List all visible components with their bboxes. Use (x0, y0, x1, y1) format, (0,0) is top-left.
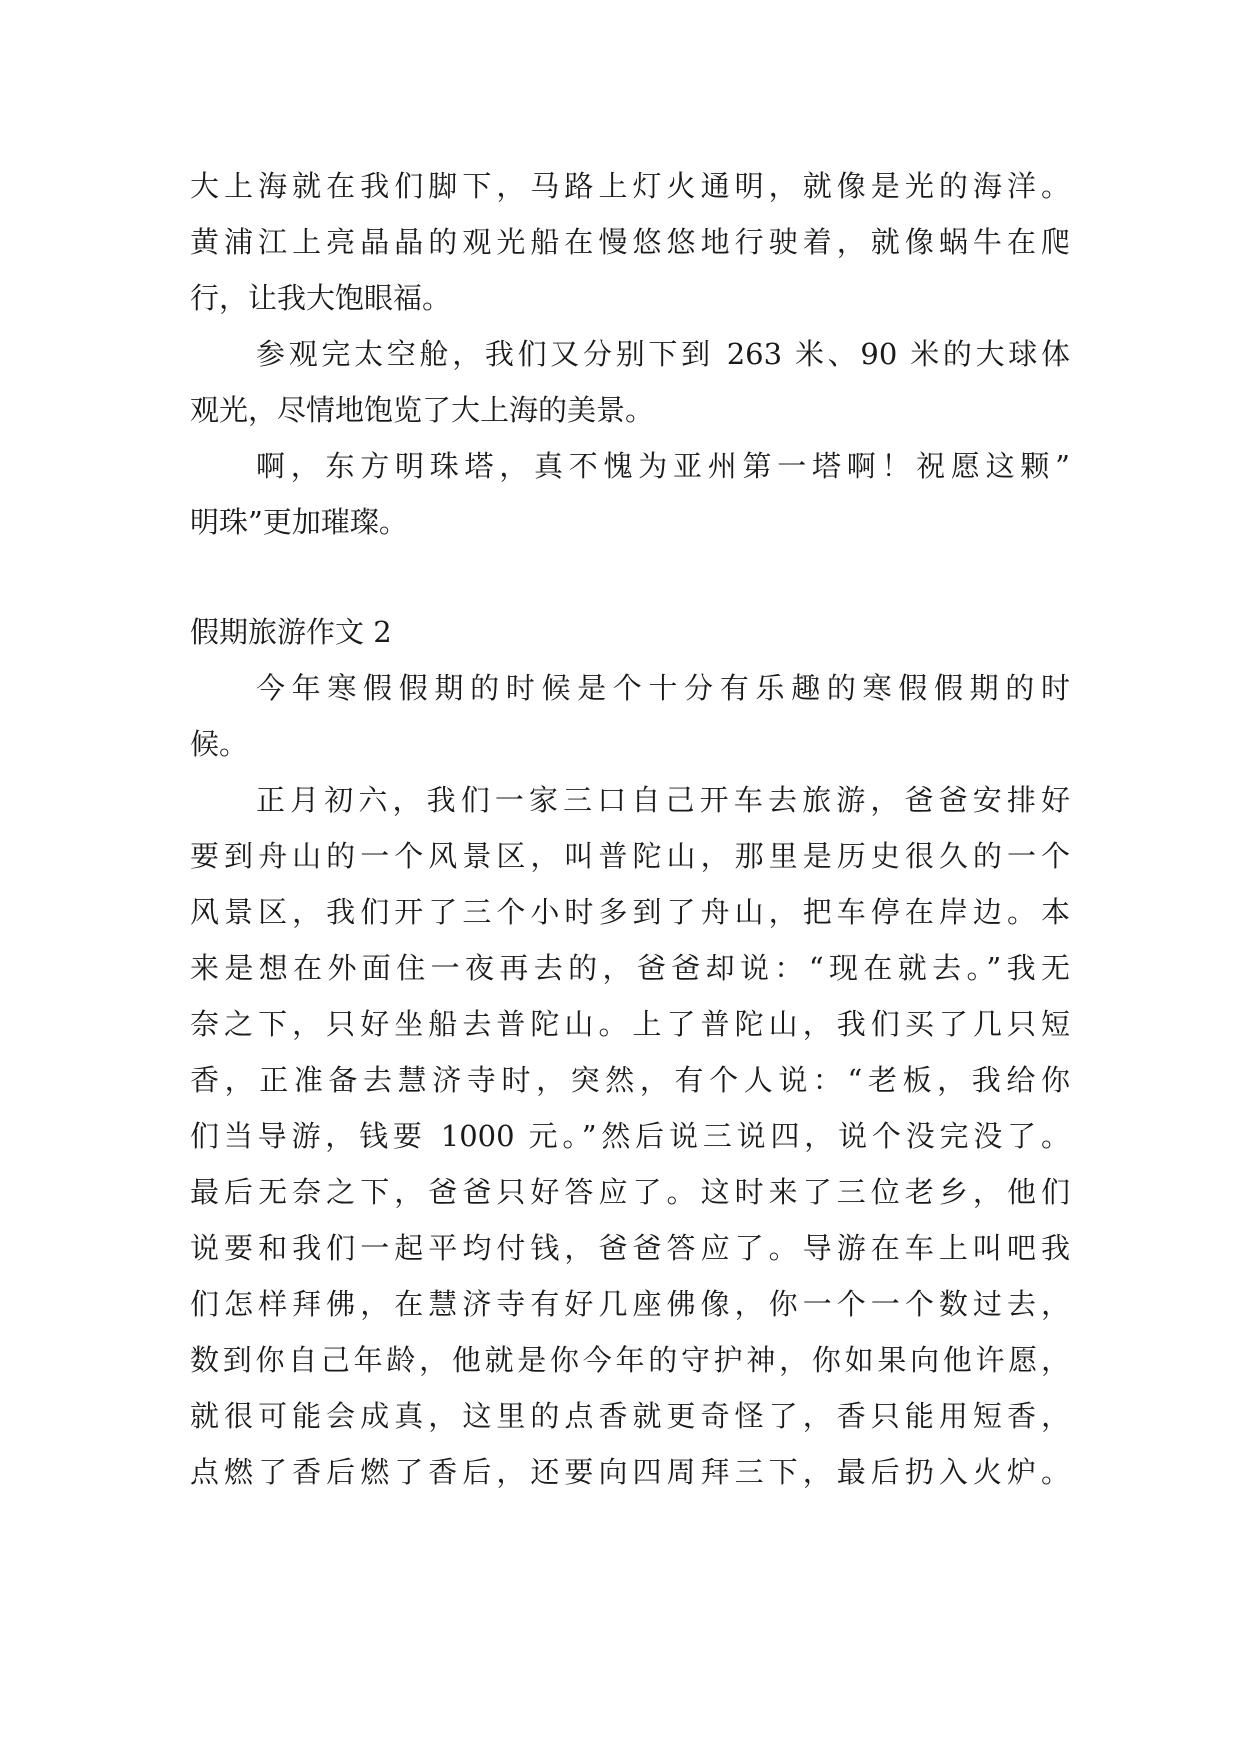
paragraph-2-line-2: 观光，尽情地饱览了大上海的美景。 (190, 393, 655, 427)
paragraph-5-line-2: 要到舟山的一个风景区，叫普陀山，那里是历史很久的一个 (190, 839, 1070, 873)
paragraph-5-line-3: 风景区，我们开了三个小时多到了舟山，把车停在岸边。本 (190, 895, 1070, 929)
section-title: 假期旅游作文 2 (190, 615, 392, 649)
paragraph-5-line-10: 们怎样拜佛，在慧济寺有好几座佛像，你一个一个数过去， (190, 1287, 1070, 1321)
paragraph-5-line-9: 说要和我们一起平均付钱，爸爸答应了。导游在车上叫吧我 (190, 1231, 1070, 1265)
paragraph-5-line-13: 点燃了香后燃了香后，还要向四周拜三下，最后扔入火炉。 (190, 1455, 1070, 1489)
paragraph-4-line-2: 候。 (190, 727, 249, 761)
paragraph-5-line-8: 最后无奈之下，爸爸只好答应了。这时来了三位老乡，他们 (190, 1175, 1070, 1209)
paragraph-1-line-1: 大上海就在我们脚下，马路上灯火通明，就像是光的海洋。 (190, 169, 1070, 203)
paragraph-5-line-11: 数到你自己年龄，他就是你今年的守护神，你如果向他许愿， (190, 1343, 1070, 1377)
paragraph-3-line-1: 啊，东方明珠塔，真不愧为亚州第一塔啊！祝愿这颗” (256, 449, 1070, 483)
paragraph-5-line-12: 就很可能会成真，这里的点香就更奇怪了，香只能用短香， (190, 1399, 1070, 1433)
paragraph-1-line-2: 黄浦江上亮晶晶的观光船在慢悠悠地行驶着，就像蜗牛在爬 (190, 225, 1070, 259)
paragraph-5-line-1: 正月初六，我们一家三口自己开车去旅游，爸爸安排好 (256, 783, 1070, 817)
paragraph-5-line-7: 们当导游，钱要 1000 元。”然后说三说四，说个没完没了。 (190, 1119, 1070, 1153)
paragraph-4-line-1: 今年寒假假期的时候是个十分有乐趣的寒假假期的时 (256, 671, 1070, 705)
paragraph-1-line-3: 行，让我大饱眼福。 (190, 281, 452, 315)
paragraph-2-line-1: 参观完太空舱，我们又分别下到 263 米、90 米的大球体 (256, 337, 1070, 371)
paragraph-5-line-5: 奈之下，只好坐船去普陀山。上了普陀山，我们买了几只短 (190, 1007, 1070, 1041)
paragraph-3-line-2: 明珠”更加璀璨。 (190, 505, 408, 539)
paragraph-5-line-6: 香，正准备去慧济寺时，突然，有个人说：“老板，我给你 (190, 1063, 1070, 1097)
paragraph-5-line-4: 来是想在外面住一夜再去的，爸爸却说：“现在就去。”我无 (190, 951, 1070, 985)
